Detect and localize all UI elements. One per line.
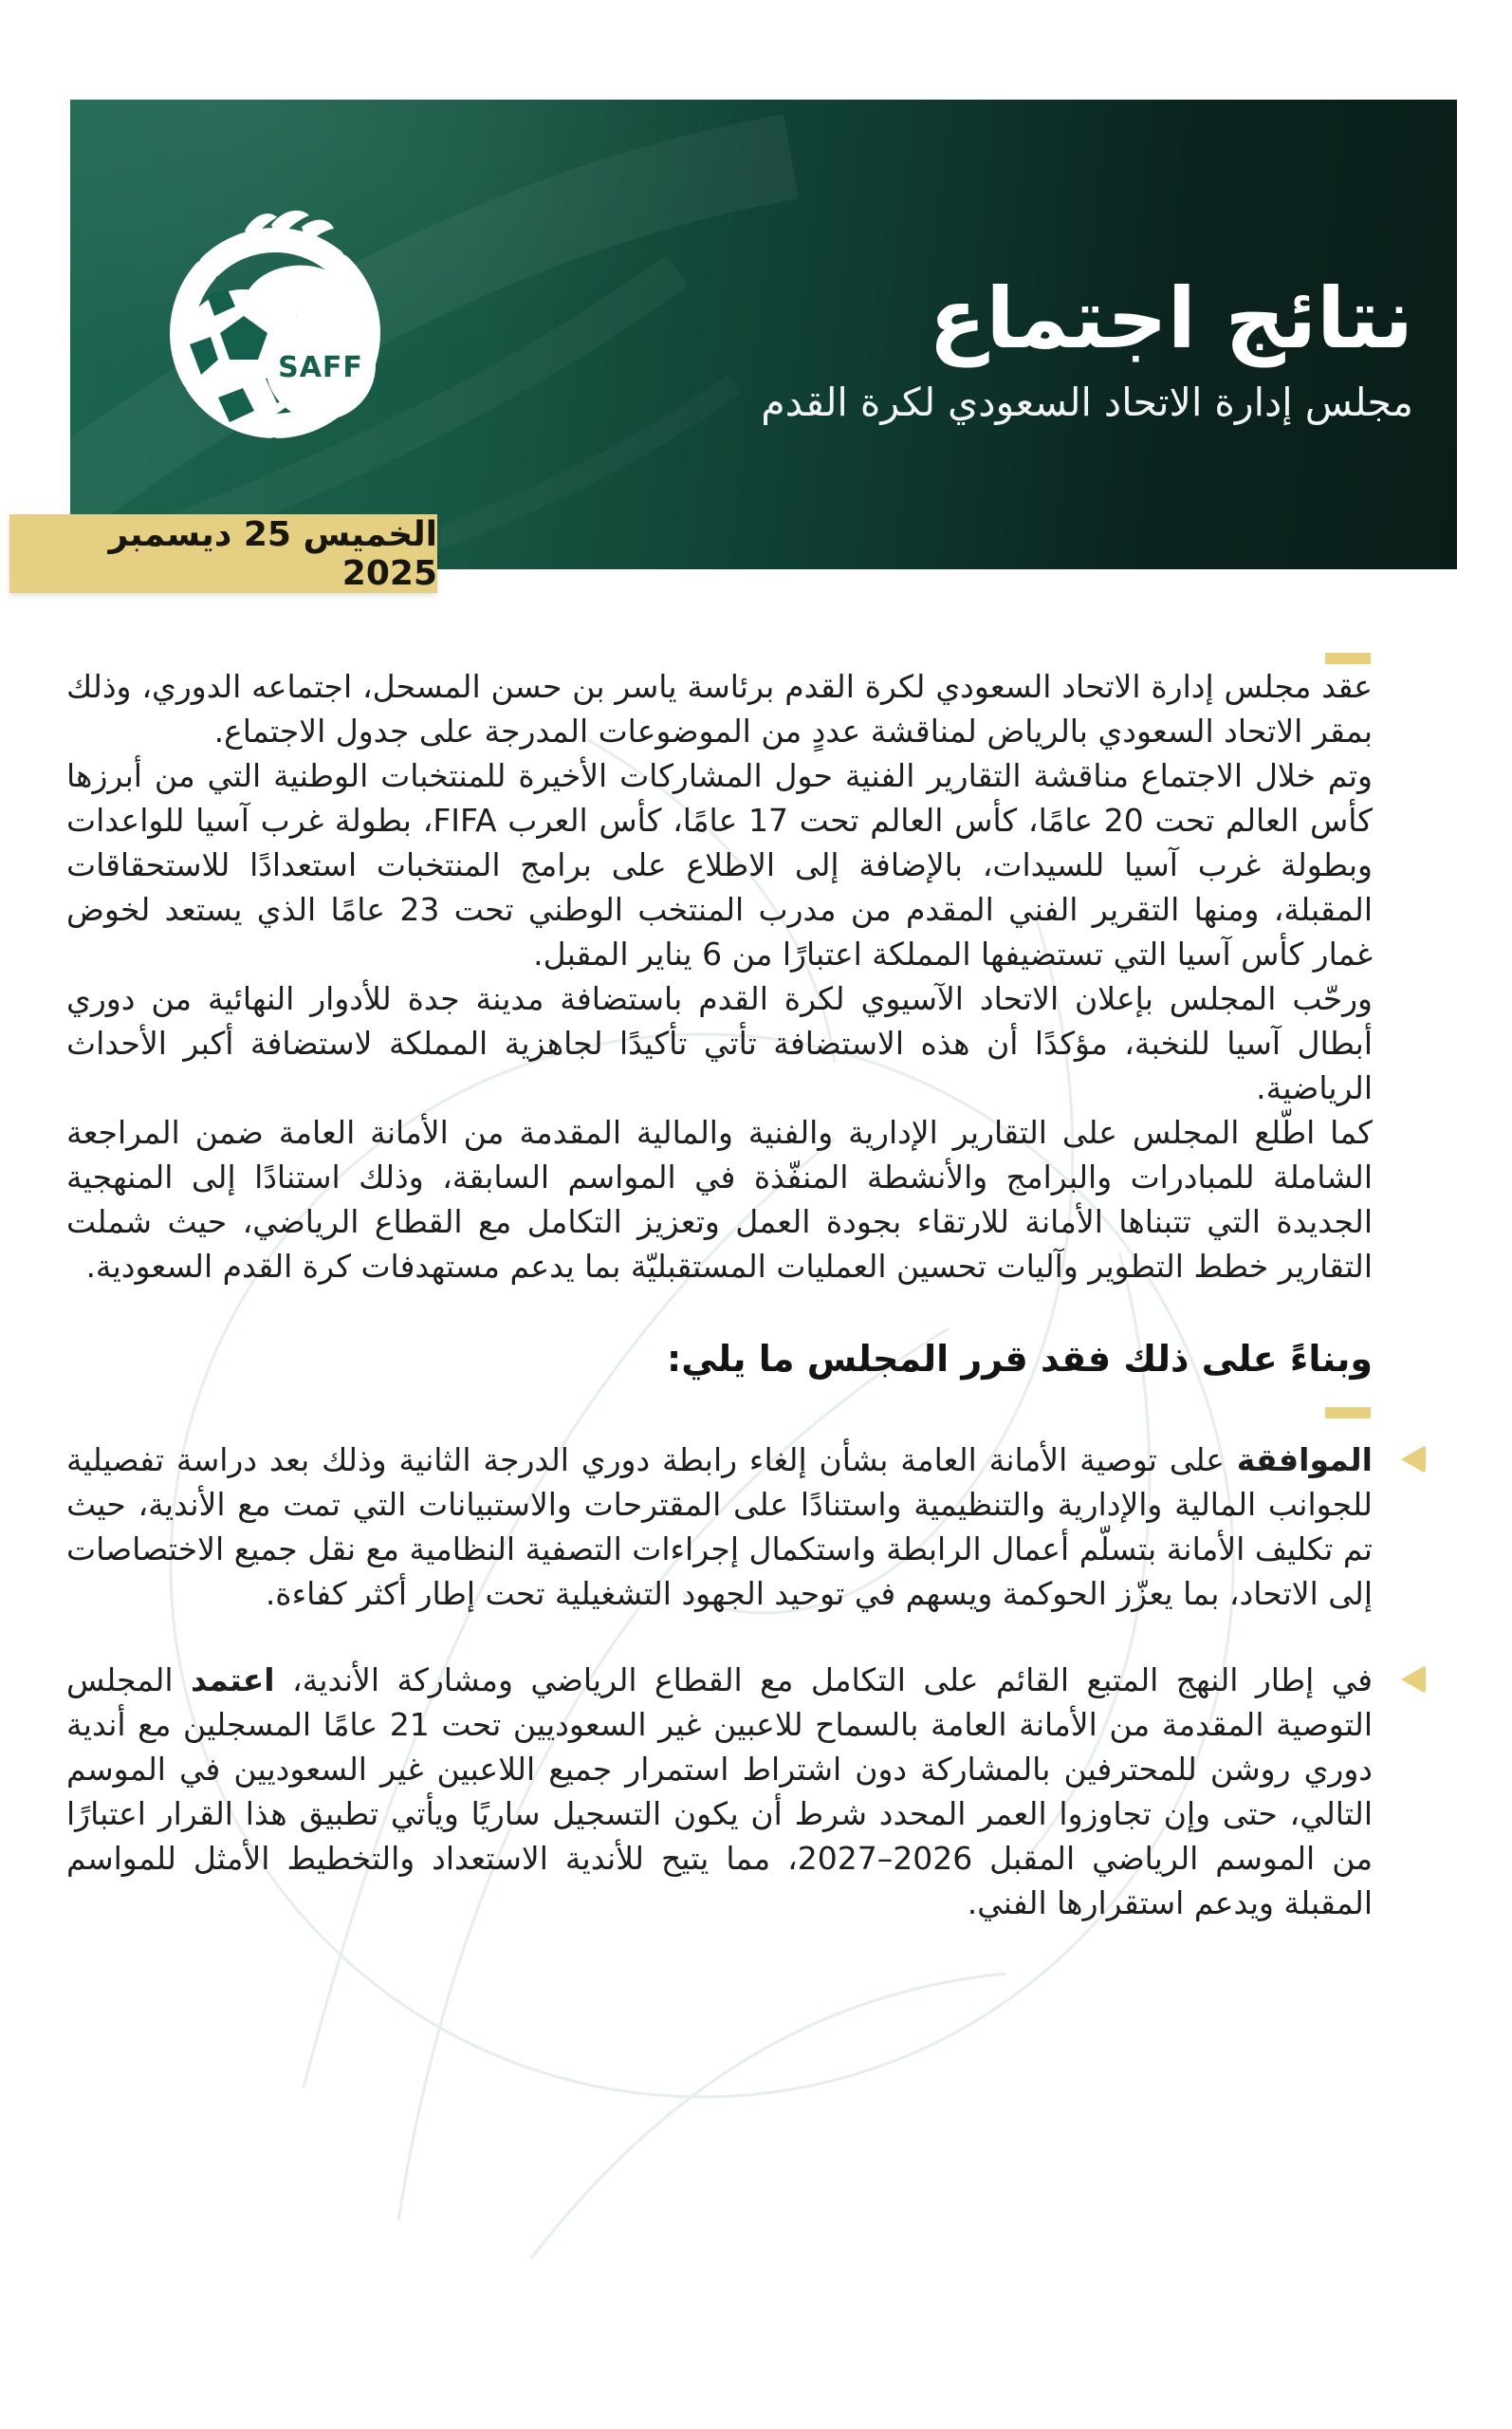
- decisions-heading: وبناءً على ذلك فقد قرر المجلس ما يلي:: [667, 1338, 1373, 1380]
- decision-text-bold: الموافقة: [1236, 1441, 1373, 1479]
- decision-item-u21-players: [66, 1658, 1373, 1925]
- page-title: نتائج اجتماع: [929, 269, 1413, 367]
- gold-dash-separator: [1325, 653, 1371, 664]
- bullet-triangle-icon: [1401, 1665, 1426, 1694]
- article-body: [66, 100, 1373, 1925]
- decision-text: [66, 1437, 1373, 1616]
- decision-text-bold: اعتمد: [191, 1661, 275, 1699]
- paragraph-meeting-held: عقد مجلس إدارة الاتحاد السعودي لكرة القدم برئاسة ياسر بن حسن المسحل، اجتماعه الدوري، وذلك بمقر الاتحاد السعودي بالرياض لمناقشة عددٍ من الموضوعات المدرجة على جدول الاجتماع.: [66, 668, 1373, 750]
- paragraph-jeddah-hosting: ورحّب المجلس بإعلان الاتحاد الآسيوي لكرة القدم باستضافة مدينة جدة للأدوار النهائية من دوري أبطال آسيا للنخبة، مؤكدًا أن هذه الاستضافة تأتي تأكيدًا لجاهزية المملكة لاستضافة أكبر الأحداث الرياضية.: [66, 980, 1373, 1106]
- page-subtitle: مجلس إدارة الاتحاد السعودي لكرة القدم: [761, 380, 1413, 426]
- decision-text: [66, 1658, 1373, 1925]
- saff-logo-text: SAFF: [278, 351, 363, 384]
- gold-dash-separator: [1325, 1407, 1371, 1418]
- paragraph-technical-reports: وتم خلال الاجتماع مناقشة التقارير الفنية حول المشاركات الأخيرة للمنتخبات الوطنية التي من أبرزها كأس العالم تحت 20 عامًا، كأس العالم تحت 17 عامًا، كأس العرب FIFA، بطولة غرب آسيا للواعدات وبطولة غرب آسيا للسيدات، بالإضافة إلى الاطلاع على برامج المنتخبات استعدادًا للاستحقاقات المقبلة، ومنها التقرير الفني المقدم من مدرب المنتخب الوطني تحت 23 عامًا الذي يستعد لخوض غمار كأس آسيا التي تستضيفها المملكة اعتبارًا من 6 يناير المقبل.: [66, 757, 1374, 973]
- paragraph-admin-reports: كما اطّلع المجلس على التقارير الإدارية والفنية والمالية المقدمة من الأمانة العامة ضمن المراجعة الشاملة للمبادرات والبرامج والأنشطة المنفّذة في المواسم السابقة، وذلك استنادًا إلى المنهجية الجديدة التي تتبناها الأمانة للارتقاء بجودة العمل وتعزيز التكامل مع القطاع الرياضي، حيث شملت التقارير خطط التطوير وآليات تحسين العمليات المستقبليّة بما يدعم مستهدفات كرة القدم السعودية.: [66, 1114, 1373, 1285]
- bullet-triangle-icon: [1401, 1445, 1426, 1474]
- decision-text-after: على توصية الأمانة العامة بشأن إلغاء رابطة دوري الدرجة الثانية وذلك بعد دراسة تفصيلية للجوانب المالية والإدارية والتنظيمية واستنادًا على المقترحات والاستبيانات التي تمت مع الأندية، حيث تم تكليف الأمانة بتسلّم أعمال الرابطة واستكمال إجراءات التصفية النظامية مع نقل جميع الاختصاصات إلى الاتحاد، بما يعزّز الحوكمة ويسهم في توحيد الجهود التشغيلية تحت إطار أكثر كفاءة.: [66, 1441, 1373, 1613]
- decision-text-before: في إطار النهج المتبع القائم على التكامل مع القطاع الرياضي ومشاركة الأندية،: [274, 1661, 1374, 1699]
- date-badge: الخميس 25 ديسمبر 2025: [9, 514, 437, 593]
- decision-text-after: المجلس التوصية المقدمة من الأمانة العامة بالسماح للاعبين غير السعوديين تحت 21 عامًا المسجلين مع أندية دوري روشن للمحترفين بالمشاركة دون اشتراط استمرار جميع اللاعبين غير السعوديين في الموسم التالي، حتى وإن تجاوزوا العمر المحدد شرط أن يكون التسجيل ساريًا ويأتي تطبيق هذا القرار اعتبارًا من الموسم الرياضي المقبل 2026–2027، مما يتيح للأندية الاستعداد والتخطيط الأمثل للمواسم المقبلة ويدعم استقرارها الفني.: [66, 1661, 1374, 1922]
- decision-item-league-dissolution: [66, 1437, 1373, 1616]
